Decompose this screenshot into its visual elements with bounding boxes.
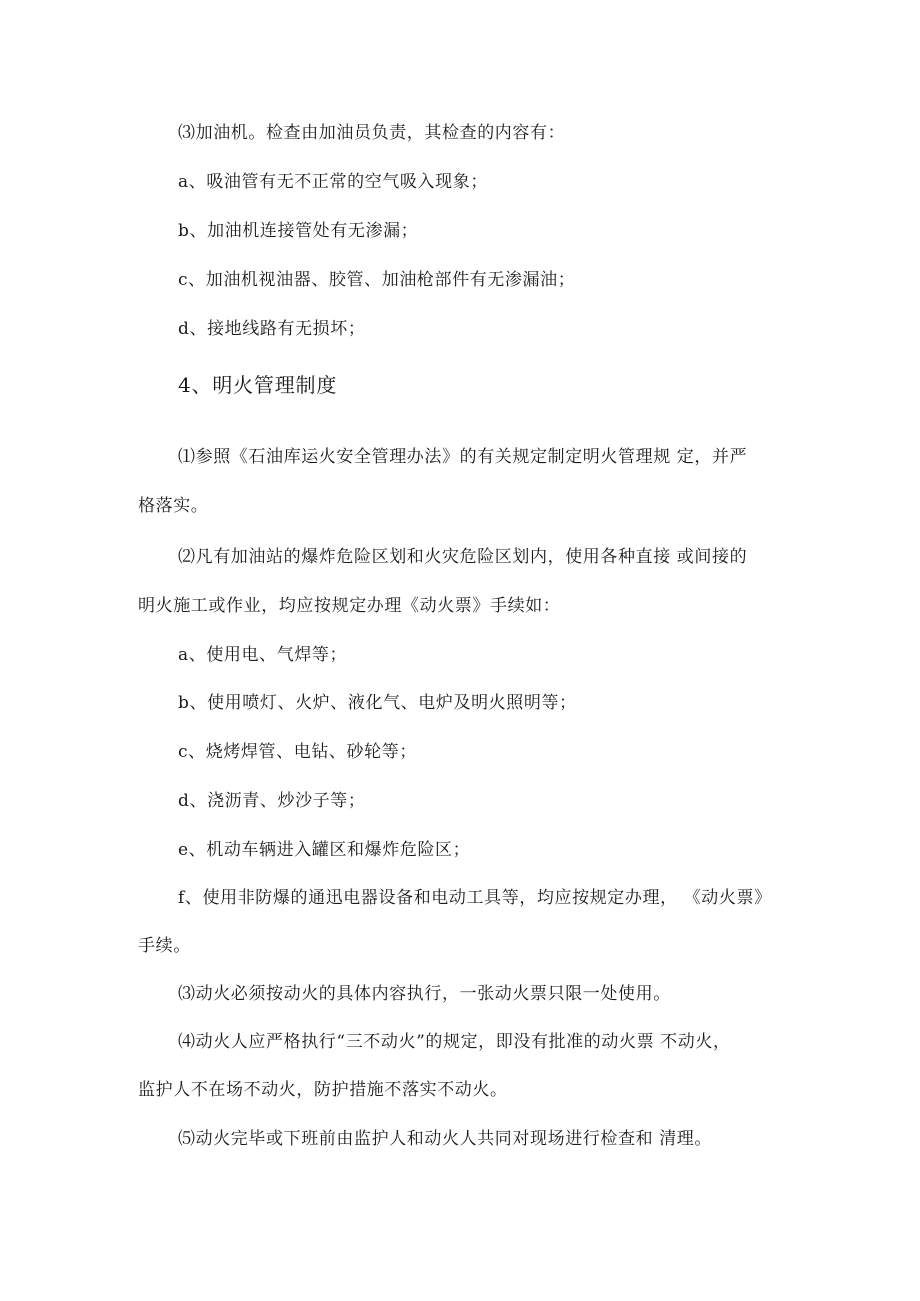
para2-item-f-line2: 手续。 [138, 936, 191, 956]
para2-item-d: d、浇沥青、炒沙子等； [178, 791, 366, 811]
section3-item-b: b、加油机连接管处有无渗漏； [178, 221, 419, 241]
para5: ⑸动火完毕或下班前由监护人和动火人共同对现场进行检查和 清理。 [178, 1129, 713, 1149]
para4-line1: ⑷动火人应严格执行“三不动火”的规定，即没有批准的动火票 不动火， [178, 1032, 731, 1052]
para4-line2: 监护人不在场不动火，防护措施不落实不动火。 [138, 1080, 508, 1100]
section3-item-d: d、接地线路有无损坏； [178, 319, 366, 339]
section3-item-a: a、吸油管有无不正常的空气吸入现象； [178, 172, 488, 192]
para2-line1: ⑵凡有加油站的爆炸危险区划和火灾危险区划内，使用各种直接 或间接的 [178, 547, 748, 567]
para2-item-b: b、使用喷灯、火炉、液化气、电炉及明火照明等； [178, 693, 577, 713]
para2-item-f-line1: f、使用非防爆的通迅电器设备和电动工具等，均应按规定办理， 《动火票》 [178, 888, 772, 908]
para3: ⑶动火必须按动火的具体内容执行，一张动火票只限一处使用。 [178, 984, 671, 1004]
para1-line1: ⑴参照《石油库运火安全管理办法》的有关规定制定明火管理规 定，并严 [178, 447, 748, 467]
para2-line2: 明火施工或作业，均应按规定办理《动火票》手续如： [138, 596, 561, 616]
para2-item-e: e、机动车辆进入罐区和爆炸危险区； [178, 840, 471, 860]
para1-line2: 格落实。 [138, 496, 209, 516]
para2-item-c: c、烧烤焊管、电钻、砂轮等； [178, 742, 417, 762]
section3-item-c: c、加油机视油器、胶管、加油枪部件有无渗漏油； [178, 270, 576, 290]
para2-item-a: a、使用电、气焊等； [178, 645, 348, 665]
section3-title: ⑶加油机。检查由加油员负责，其检查的内容有： [178, 123, 566, 143]
section4-heading: 4、明火管理制度 [178, 373, 338, 397]
